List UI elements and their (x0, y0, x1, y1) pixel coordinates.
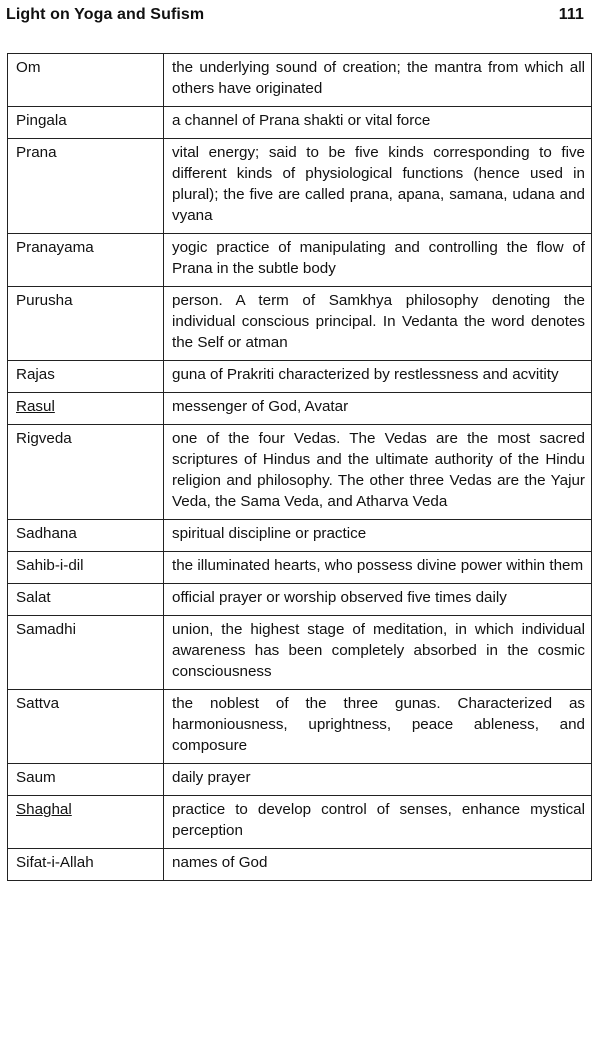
table-row (8, 796, 592, 849)
glossary-term: Pingala (8, 107, 164, 139)
glossary-term: Prana (8, 139, 164, 234)
table-row (8, 234, 592, 287)
glossary-definition: names of God (164, 849, 592, 881)
glossary-term: Sattva (8, 690, 164, 764)
table-row (8, 287, 592, 361)
glossary-term: Samadhi (8, 616, 164, 690)
page-number: 111 (558, 6, 584, 23)
table-row (8, 361, 592, 393)
table-row (8, 552, 592, 584)
page-header (6, 2, 584, 28)
table-row (8, 764, 592, 796)
glossary-term: Rigveda (8, 425, 164, 520)
glossary-definition: person. A term of Samkhya philosophy denoting the individual conscious principal. In Vedanta the word denotes the Self or atman (164, 287, 592, 361)
glossary-definition: a channel of Prana shakti or vital force (164, 107, 592, 139)
glossary-term: Saum (8, 764, 164, 796)
glossary-term: Rasul (8, 393, 164, 425)
table-row (8, 54, 592, 107)
glossary-term: Shaghal (8, 796, 164, 849)
table-row (8, 584, 592, 616)
table-row (8, 393, 592, 425)
table-row (8, 139, 592, 234)
glossary-definition: one of the four Vedas. The Vedas are the most sacred scriptures of Hindus and the ultimate authority of the Hindu religion and philosophy. The other three Vedas are the Yajur Veda, the Sama Veda, and Atharva Veda (164, 425, 592, 520)
glossary-definition: spiritual discipline or practice (164, 520, 592, 552)
glossary-term: Rajas (8, 361, 164, 393)
glossary-term: Sahib-i-dil (8, 552, 164, 584)
table-row (8, 520, 592, 552)
glossary-definition: the illuminated hearts, who possess divine power within them (164, 552, 592, 584)
glossary-term: Salat (8, 584, 164, 616)
glossary-definition: guna of Prakriti characterized by restlessness and acvitity (164, 361, 592, 393)
glossary-term: Purusha (8, 287, 164, 361)
glossary-term: Om (8, 54, 164, 107)
glossary-term: Sifat-i-Allah (8, 849, 164, 881)
glossary-body (8, 54, 592, 881)
glossary-definition: union, the highest stage of meditation, in which individual awareness has been completely absorbed in the cosmic consciousness (164, 616, 592, 690)
glossary-definition: yogic practice of manipulating and controlling the flow of Prana in the subtle body (164, 234, 592, 287)
glossary-definition: official prayer or worship observed five times daily (164, 584, 592, 616)
table-row (8, 616, 592, 690)
glossary-term: Pranayama (8, 234, 164, 287)
glossary-definition: practice to develop control of senses, enhance mystical perception (164, 796, 592, 849)
table-row (8, 849, 592, 881)
glossary-definition: the underlying sound of creation; the mantra from which all others have originated (164, 54, 592, 107)
glossary-term: Sadhana (8, 520, 164, 552)
glossary-table (7, 53, 592, 881)
table-row (8, 107, 592, 139)
glossary-definition: daily prayer (164, 764, 592, 796)
table-row (8, 690, 592, 764)
glossary-definition: vital energy; said to be five kinds corresponding to five different kinds of physiological functions (hence used in plural); the five are called prana, apana, samana, udana and vyana (164, 139, 592, 234)
glossary-definition: messenger of God, Avatar (164, 393, 592, 425)
running-title: Light on Yoga and Sufism (6, 6, 205, 23)
glossary-definition: the noblest of the three gunas. Characterized as harmoniousness, uprightness, peace ableness, and composure (164, 690, 592, 764)
table-row (8, 425, 592, 520)
